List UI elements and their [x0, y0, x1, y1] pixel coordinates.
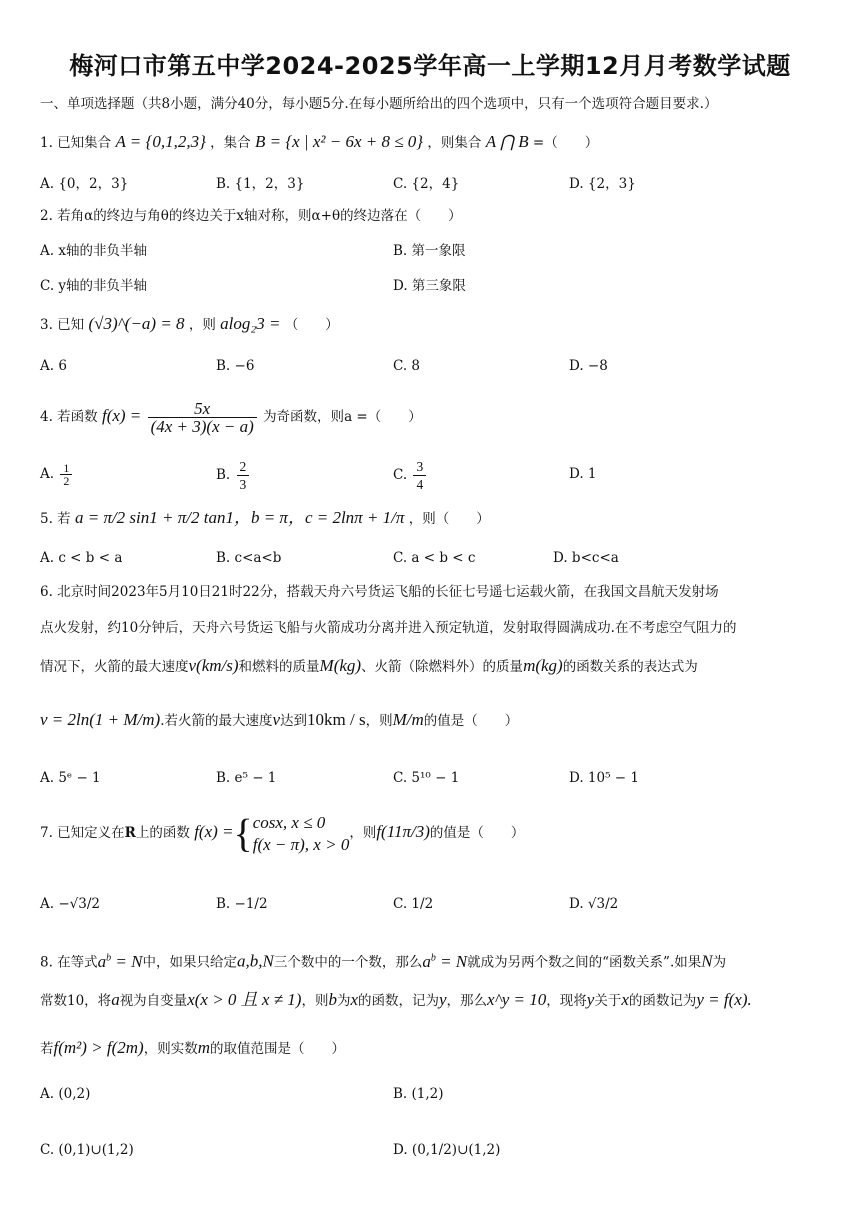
- question-1: 1. 已知集合 A = {0,1,2,3} ，集合 B = {x | x² − 6x + 8 ≤ 0} ，则集合 A ⋂ B =（ ）: [40, 132, 599, 151]
- question-6-line-2: 点火发射，约10分钟后，天舟六号货运飞船与火箭成功分离并进入预定轨道，发射取得圆满成功.在不考虑空气阻力的: [40, 620, 737, 636]
- q7-option-b: B. −1/2: [216, 896, 268, 912]
- question-4: 4. 若函数 f(x) = $\frac{5x}{(4x + 3)(x - a)}$ 为奇函数，则a =（ ）: [40, 399, 422, 436]
- q3-option-b: B. −6: [216, 358, 255, 374]
- q5-option-c: C. a < b < c: [393, 550, 476, 566]
- q5-option-d: D. b<c<a: [553, 550, 619, 566]
- q4-option-b: B. $\frac{2}{3}$: [216, 458, 251, 493]
- page-title: 梅河口市第五中学2024-2025学年高一上学期12月月考数学试题: [69, 52, 791, 80]
- intersection-expression: A ⋂ B: [485, 132, 529, 151]
- q1-option-d: D. {2，3}: [569, 176, 636, 192]
- q5-option-a: A. c < b < a: [40, 550, 123, 566]
- question-2: 2. 若角α的终边与角θ的终边关于x轴对称，则α+θ的终边落在（ ）: [40, 208, 462, 224]
- q4-option-d: D. 1: [569, 466, 597, 482]
- question-6-line-1: 6. 北京时间2023年5月10日21时22分，搭载天舟六号货运飞船的长征七号遥七运载火箭，在我国文昌航天发射场: [40, 584, 719, 600]
- section-heading: 一、单项选择题（共8小题，满分40分，每小题5分.在每小题所给出的四个选项中，只有一个选项符合题目要求.）: [40, 96, 718, 112]
- q4-option-a: A. $\frac{1}{2}$: [40, 462, 74, 487]
- question-5: 5. 若 a = π/2 sin1 + π/2 tan1，b = π，c = 2lnπ + 1/π ，则（ ）: [40, 508, 490, 527]
- q8-option-c: C. (0,1)∪(1,2): [40, 1142, 134, 1158]
- q4-function-fraction: $\frac{5x}{(4x + 3)(x - a)}$: [148, 400, 257, 435]
- q6-option-c: C. 5¹⁰ − 1: [393, 770, 460, 786]
- q7-option-a: A. −√3/2: [40, 896, 100, 912]
- q3-option-a: A. 6: [40, 358, 67, 374]
- q6-option-d: D. 10⁵ − 1: [569, 770, 639, 786]
- question-7: 7. 已知定义在R上的函数 f(x) ={ cosx, x ≤ 0 f(x − π), x > 0 ，则f(11π/3)的值是（ ）: [40, 810, 525, 856]
- q3-expression: (√3)^(−a) = 8: [88, 314, 185, 333]
- question-6-line-4: v = 2ln(1 + M/m).若火箭的最大速度v达到10km / s，则M/m的值是（ ）: [40, 710, 519, 729]
- q7-option-c: C. 1/2: [393, 896, 434, 912]
- question-6-line-3: 情况下，火箭的最大速度v(km/s)和燃料的质量M(kg)、火箭（除燃料外）的质量m(kg)的函数关系的表达式为: [40, 656, 698, 675]
- q2-option-a: A. x轴的非负半轴: [40, 243, 147, 259]
- set-b-expression: B = {x | x² − 6x + 8 ≤ 0}: [254, 132, 424, 151]
- q6-option-a: A. 5ᵉ − 1: [40, 770, 101, 786]
- q6-option-b: B. e⁵ − 1: [216, 770, 277, 786]
- question-8-line-1: 8. 在等式$a^b = N$中，如果只给定a,b,N三个数中的一个数，那么$a^b = N$就成为另两个数之间的“函数关系”.如果N为: [40, 951, 727, 971]
- question-3: 3. 已知 (√3)^(−a) = 8 ，则 alog₂3 = （ ）: [40, 314, 339, 333]
- question-8-line-3: 若f(m²) > f(2m)，则实数m的取值范围是（ ）: [40, 1038, 345, 1057]
- q1-option-c: C. {2，4}: [393, 176, 460, 192]
- q3-log-expression: alog₂3 =: [220, 314, 281, 333]
- q8-option-a: A. (0,2): [40, 1086, 91, 1102]
- q8-option-b: B. (1,2): [393, 1086, 444, 1102]
- set-a-expression: A = {0,1,2,3}: [115, 132, 206, 151]
- q3-option-c: C. 8: [393, 358, 421, 374]
- q1-option-a: A. {0，2，3}: [40, 176, 129, 192]
- q2-option-c: C. y轴的非负半轴: [40, 278, 148, 294]
- q7-piecewise-cases: cosx, x ≤ 0 f(x − π), x > 0: [252, 812, 350, 854]
- q3-option-d: D. −8: [569, 358, 608, 374]
- q2-option-d: D. 第三象限: [393, 278, 466, 294]
- q5-option-b: B. c<a<b: [216, 550, 282, 566]
- question-8-line-2: 常数10，将a视为自变量x(x > 0 且 x ≠ 1)，则b为x的函数，记为y，那么x^y = 10，现将y关于x的函数记为y = f(x).: [40, 990, 752, 1009]
- q8-option-d: D. (0,1/2)∪(1,2): [393, 1142, 501, 1158]
- q7-option-d: D. √3/2: [569, 896, 619, 912]
- q1-option-b: B. {1，2，3}: [216, 176, 305, 192]
- q2-option-b: B. 第一象限: [393, 243, 466, 259]
- q4-option-c: C. $\frac{3}{4}$: [393, 458, 428, 493]
- q5-expression: a = π/2 sin1 + π/2 tan1，b = π，c = 2lnπ + 1/π: [74, 508, 405, 527]
